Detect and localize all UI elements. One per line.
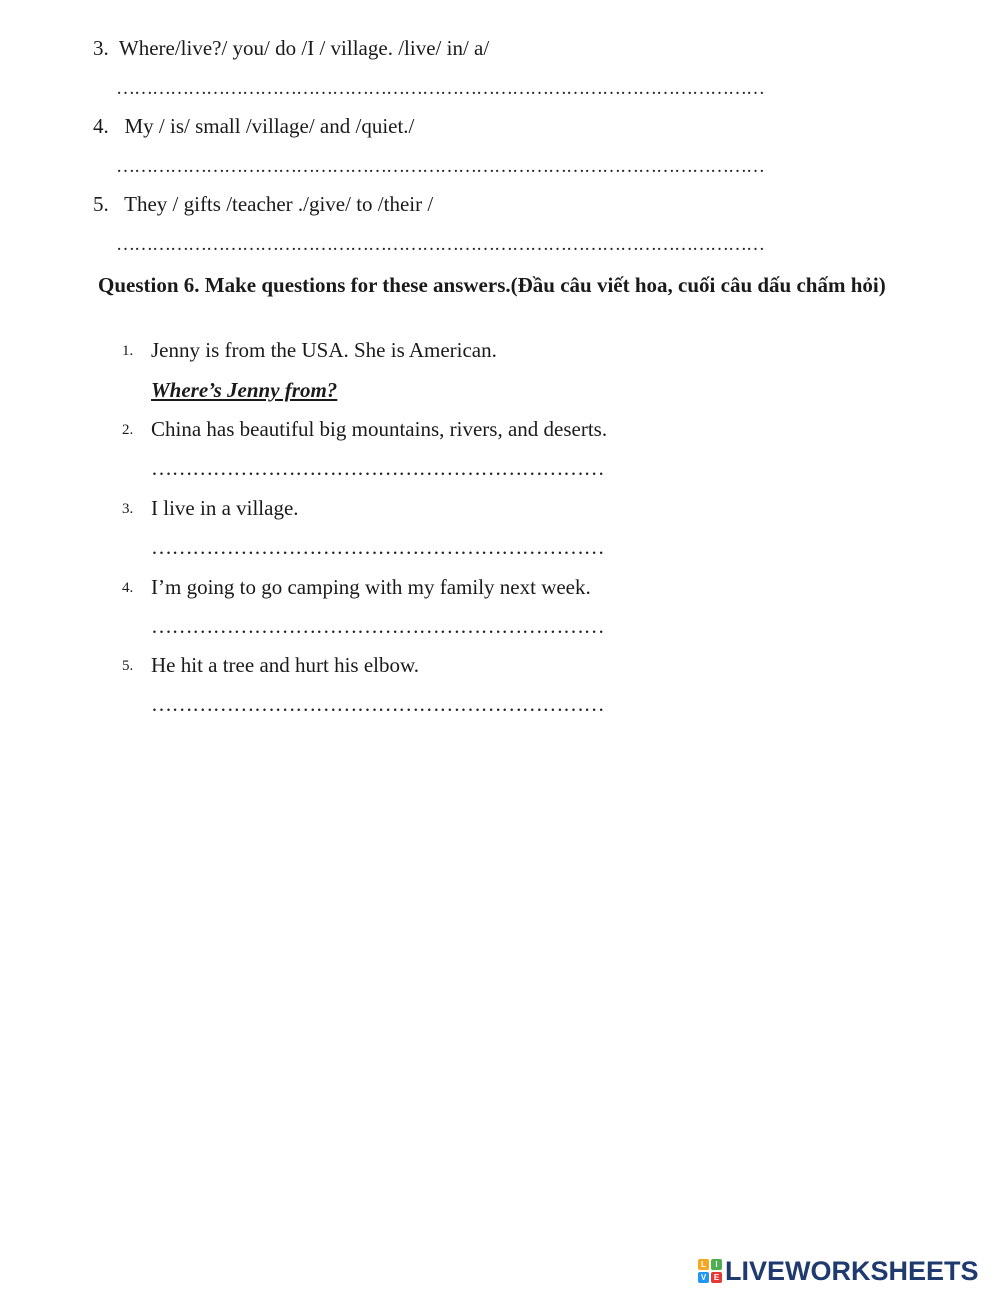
example-answer: Where’s Jenny from?	[151, 378, 338, 402]
item-text: Jenny is from the USA. She is American.	[151, 338, 497, 362]
sentence-item-4	[93, 113, 414, 139]
item-text: He hit a tree and hurt his elbow.	[151, 653, 420, 677]
item-number: 4.	[93, 114, 109, 138]
answer-line[interactable]: ………………………………………………………………………………………………	[116, 234, 764, 255]
item-text: China has beautiful big mountains, rivers, and deserts.	[151, 417, 608, 441]
item-number: 2.	[122, 422, 134, 438]
answer-line[interactable]: …………………………………………………………	[151, 535, 605, 559]
item-text: I’m going to go camping with my family next week.	[151, 575, 591, 599]
item-number: 5.	[93, 192, 109, 216]
logo-cell: L	[698, 1259, 709, 1270]
answer-line[interactable]: …………………………………………………………	[151, 692, 605, 716]
logo-cell: I	[711, 1259, 722, 1270]
logo-icon	[698, 1259, 722, 1283]
sentence-item-3	[93, 35, 489, 61]
logo-cell: V	[698, 1272, 709, 1283]
item-number: 1.	[122, 343, 134, 359]
logo-text: LIVEWORKSHEETS	[725, 1255, 979, 1286]
item-number: 3.	[122, 501, 134, 517]
liveworksheets-logo	[698, 1256, 979, 1286]
item-text: My / is/ small /village/ and /quiet./	[124, 114, 415, 138]
item-text: I live in a village.	[151, 496, 299, 520]
answer-line[interactable]: …………………………………………………………	[151, 614, 605, 638]
item-number: 4.	[122, 580, 134, 596]
question-6-title: Question 6. Make questions for these answers.(Đầu câu viết hoa, cuối câu dấu chấm hỏi)	[98, 273, 886, 297]
answer-line[interactable]: ………………………………………………………………………………………………	[116, 78, 764, 99]
sentence-item-5	[93, 191, 433, 217]
answer-line[interactable]: …………………………………………………………	[151, 456, 605, 480]
item-text: They / gifts /teacher ./give/ to /their /	[124, 192, 434, 216]
item-number: 5.	[122, 658, 134, 674]
answer-line[interactable]: ………………………………………………………………………………………………	[116, 156, 764, 177]
logo-cell: E	[711, 1272, 722, 1283]
item-text: Where/live?/ you/ do /I / village. /live/ in/ a/	[118, 36, 490, 60]
item-number: 3.	[93, 36, 109, 60]
